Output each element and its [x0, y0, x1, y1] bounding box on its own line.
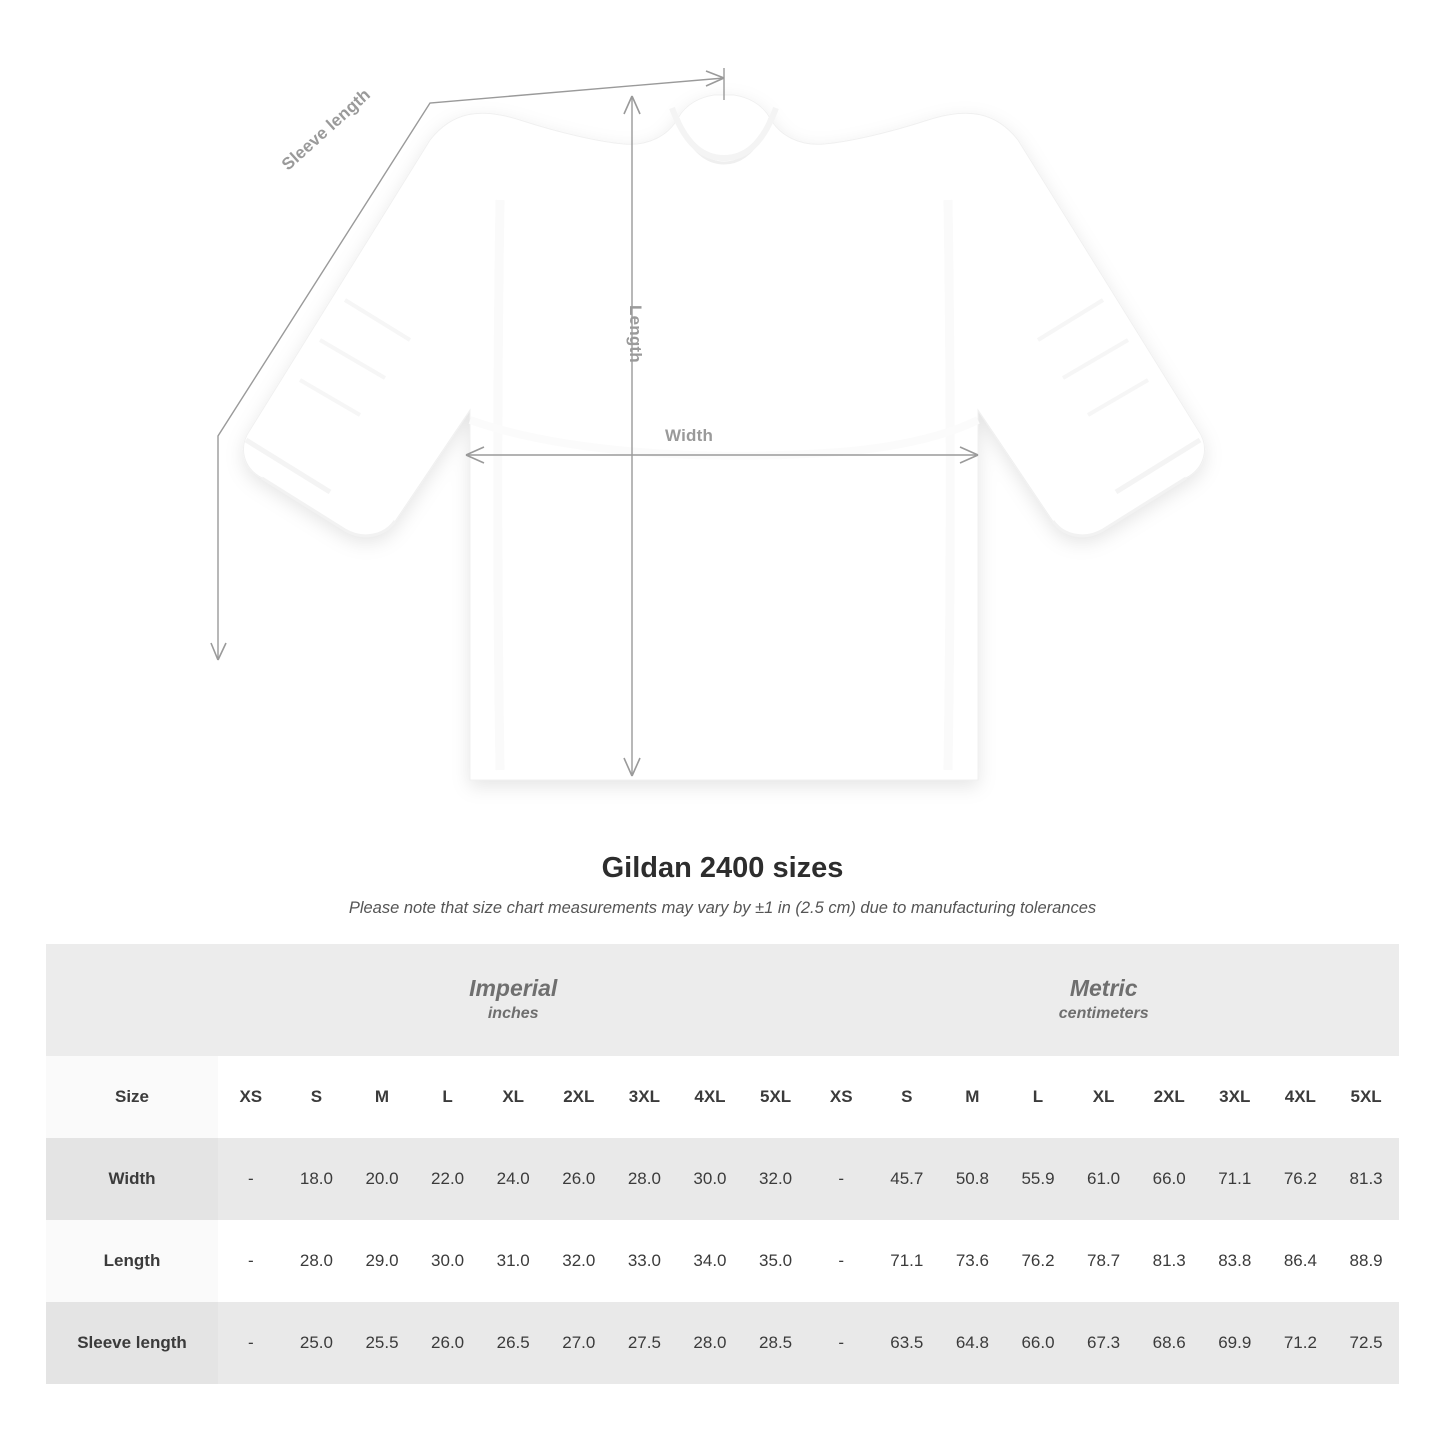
cell-length-xl-metric: 78.7 — [1071, 1220, 1137, 1302]
cell-sleeve-s-metric: 63.5 — [874, 1302, 940, 1384]
cell-length-4xl-metric: 86.4 — [1268, 1220, 1334, 1302]
cell-sleeve-2xl-imperial: 27.0 — [546, 1302, 612, 1384]
cell-length-s-metric: 71.1 — [874, 1220, 940, 1302]
cell-sleeve-3xl-imperial: 27.5 — [612, 1302, 678, 1384]
column-header-s-imperial: S — [310, 1087, 323, 1106]
column-header-s-metric: S — [901, 1087, 913, 1106]
cell-width-3xl-metric: 71.1 — [1202, 1138, 1268, 1220]
fold-left — [498, 200, 500, 770]
column-header-5xl-imperial: 5XL — [759, 1087, 792, 1106]
cell-width-l-imperial: 22.0 — [415, 1138, 481, 1220]
title-block — [0, 852, 1445, 918]
cell-length-5xl-imperial: 35.0 — [743, 1220, 809, 1302]
unit-header-imperial — [218, 944, 808, 1056]
cell-width-5xl-metric: 81.3 — [1333, 1138, 1399, 1220]
cell-sleeve-xs-imperial: - — [218, 1302, 284, 1384]
column-header-4xl-imperial: 4XL — [694, 1087, 726, 1106]
cell-sleeve-3xl-metric: 69.9 — [1202, 1302, 1268, 1384]
cell-length-s-imperial: 28.0 — [284, 1220, 350, 1302]
fold-right — [948, 200, 950, 770]
column-header-2xl-imperial: 2XL — [563, 1087, 595, 1106]
cell-length-l-imperial: 30.0 — [415, 1220, 481, 1302]
sleeve-length-label: Sleeve length — [278, 84, 375, 175]
size-header-row — [46, 1056, 1399, 1138]
cell-sleeve-xl-metric: 67.3 — [1071, 1302, 1137, 1384]
column-header-l-metric: L — [1032, 1087, 1044, 1106]
cell-width-4xl-imperial: 30.0 — [677, 1138, 743, 1220]
column-header-2xl-metric: 2XL — [1153, 1087, 1185, 1106]
unit-name-metric: Metric — [1069, 974, 1138, 1001]
unit-header-row — [46, 944, 1399, 1056]
column-header-size: Size — [46, 1056, 218, 1138]
cell-length-3xl-imperial: 33.0 — [612, 1220, 678, 1302]
cell-sleeve-xs-metric: - — [808, 1302, 874, 1384]
column-header-m-metric: M — [965, 1087, 980, 1106]
cell-sleeve-m-imperial: 25.5 — [349, 1302, 415, 1384]
column-header-5xl-metric: 5XL — [1350, 1087, 1382, 1106]
cell-width-s-imperial: 18.0 — [284, 1138, 350, 1220]
table-body — [46, 1138, 1399, 1384]
cell-length-m-imperial: 29.0 — [349, 1220, 415, 1302]
length-label: Length — [626, 305, 645, 363]
cell-sleeve-l-imperial: 26.0 — [415, 1302, 481, 1384]
shirt-shape — [244, 95, 1205, 780]
row-label-width: Width — [46, 1138, 218, 1220]
cell-length-xs-imperial: - — [218, 1220, 284, 1302]
column-header-xs-imperial: XS — [239, 1087, 263, 1106]
cell-length-3xl-metric: 83.8 — [1202, 1220, 1268, 1302]
size-chart-table — [46, 944, 1399, 1384]
cell-width-xs-metric: - — [808, 1138, 874, 1220]
cell-width-m-metric: 50.8 — [940, 1138, 1006, 1220]
row-label-length: Length — [46, 1220, 218, 1302]
table-row-width — [46, 1138, 1399, 1220]
width-label: Width — [665, 426, 714, 445]
cell-length-4xl-imperial: 34.0 — [677, 1220, 743, 1302]
cell-width-s-metric: 45.7 — [874, 1138, 940, 1220]
unit-header-metric — [808, 944, 1399, 1056]
column-header-xl-metric: XL — [1092, 1087, 1115, 1106]
column-header-xs-metric: XS — [829, 1087, 853, 1106]
table-row-length — [46, 1220, 1399, 1302]
column-header-l-imperial: L — [442, 1087, 453, 1106]
cell-sleeve-m-metric: 64.8 — [940, 1302, 1006, 1384]
cell-length-2xl-imperial: 32.0 — [546, 1220, 612, 1302]
cell-width-4xl-metric: 76.2 — [1268, 1138, 1334, 1220]
cell-length-2xl-metric: 81.3 — [1136, 1220, 1202, 1302]
cell-width-xl-metric: 61.0 — [1071, 1138, 1137, 1220]
unit-sub-metric: centimeters — [1058, 1005, 1149, 1023]
cell-sleeve-5xl-metric: 72.5 — [1333, 1302, 1399, 1384]
cell-sleeve-4xl-imperial: 28.0 — [677, 1302, 743, 1384]
cell-length-xs-metric: - — [808, 1220, 874, 1302]
unit-sub-imperial: inches — [487, 1005, 539, 1023]
table-row-sleeve-length — [46, 1302, 1399, 1384]
cell-length-xl-imperial: 31.0 — [480, 1220, 546, 1302]
cell-length-m-metric: 73.6 — [940, 1220, 1006, 1302]
cell-sleeve-4xl-metric: 71.2 — [1268, 1302, 1334, 1384]
cell-sleeve-5xl-imperial: 28.5 — [743, 1302, 809, 1384]
cell-sleeve-xl-imperial: 26.5 — [480, 1302, 546, 1384]
tolerance-note: Please note that size chart measurements may vary by ±1 in (2.5 cm) due to manufacturing tolerances — [348, 899, 1097, 917]
column-header-xl-imperial: XL — [502, 1087, 525, 1106]
row-label-sleeve-length: Sleeve length — [46, 1302, 218, 1384]
page-title: Gildan 2400 sizes — [601, 852, 844, 884]
cell-sleeve-l-metric: 66.0 — [1005, 1302, 1071, 1384]
unit-name-imperial: Imperial — [469, 974, 558, 1001]
cell-sleeve-s-imperial: 25.0 — [284, 1302, 350, 1384]
column-header-m-imperial: M — [374, 1087, 390, 1106]
cell-width-l-metric: 55.9 — [1005, 1138, 1071, 1220]
cell-width-xl-imperial: 24.0 — [480, 1138, 546, 1220]
cell-width-2xl-imperial: 26.0 — [546, 1138, 612, 1220]
cell-width-m-imperial: 20.0 — [349, 1138, 415, 1220]
unit-header-spacer — [46, 944, 218, 1056]
column-header-4xl-metric: 4XL — [1284, 1087, 1316, 1106]
cell-sleeve-2xl-metric: 68.6 — [1136, 1302, 1202, 1384]
cell-width-xs-imperial: - — [218, 1138, 284, 1220]
column-header-3xl-imperial: 3XL — [628, 1087, 660, 1106]
table-head — [46, 944, 1399, 1138]
cell-length-l-metric: 76.2 — [1005, 1220, 1071, 1302]
cell-length-5xl-metric: 88.9 — [1333, 1220, 1399, 1302]
cell-width-3xl-imperial: 28.0 — [612, 1138, 678, 1220]
column-header-3xl-metric: 3XL — [1219, 1087, 1251, 1106]
size-table-container — [0, 944, 1445, 1384]
cell-width-2xl-metric: 66.0 — [1136, 1138, 1202, 1220]
cell-width-5xl-imperial: 32.0 — [743, 1138, 809, 1220]
